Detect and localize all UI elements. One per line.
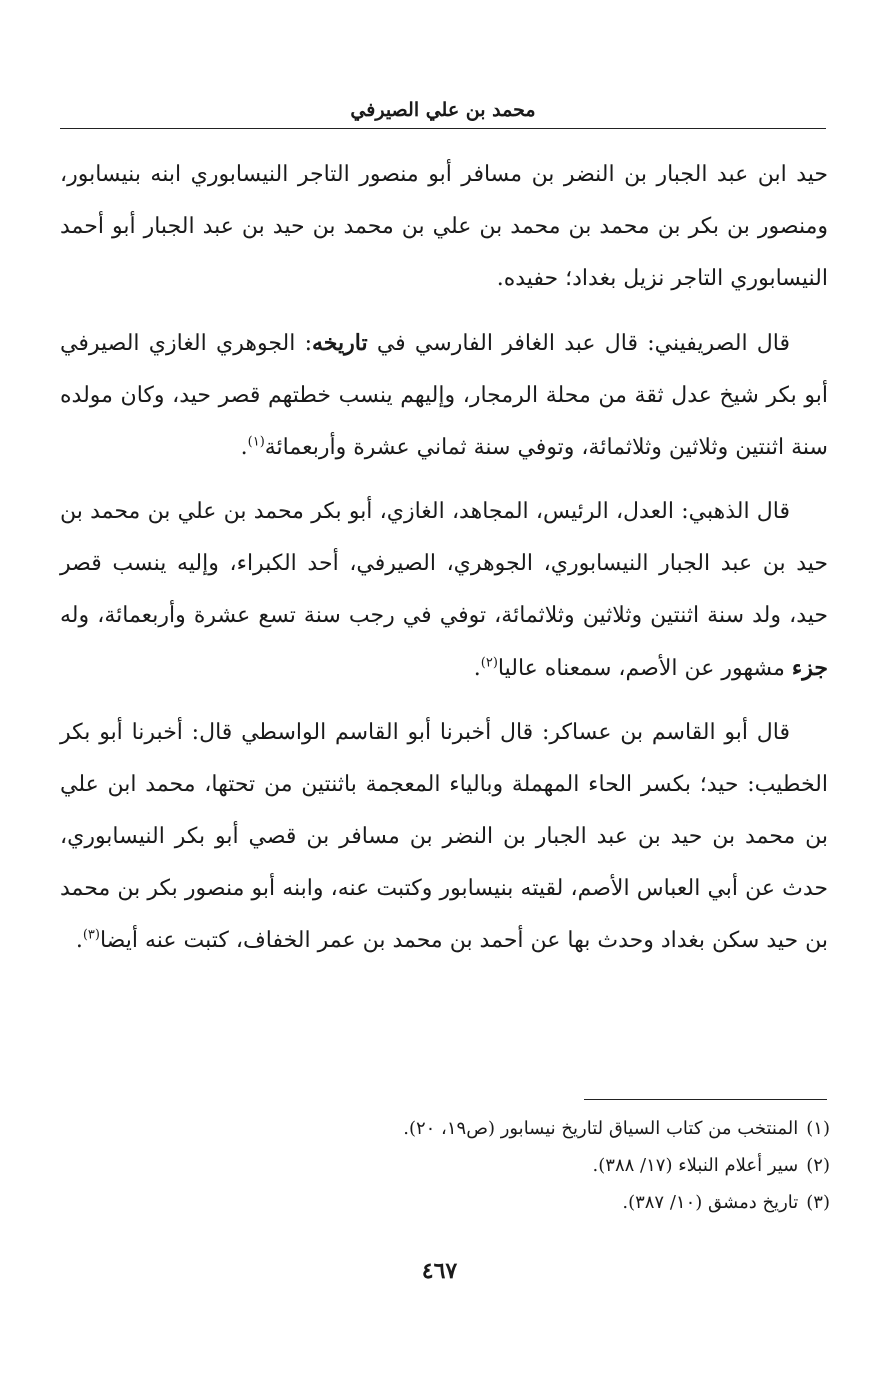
footnote-rule bbox=[584, 1099, 827, 1100]
paragraph-4-text: قال أبو القاسم بن عساكر: قال أخبرنا أبو القاسم الواسطي قال: أخبرنا أبو بكر الخطيب: حيد؛ بكسر الحاء المهملة وبالياء المعجمة باثنتين من تحتها، محمد ابن علي بن محمد بن حيد بن عبد الجبار بن النضر بن مسافر بن قصي أبو بكر النيسابوري، حدث عن أبي العباس الأصم، لقيته بنيسابور وكتبت عنه، وابنه أبو منصور بكر بن محمد بن حيد سكن بغداد وحدث بها عن أحمد بن محمد بن عمر الخفاف، كتبت عنه أيضا bbox=[60, 720, 828, 953]
footnote-3 bbox=[60, 1184, 830, 1221]
paragraph-1 bbox=[60, 149, 828, 305]
footnote-2-number: (٢) bbox=[806, 1155, 830, 1176]
footnotes bbox=[60, 1110, 830, 1221]
paragraph-4-end: . bbox=[75, 928, 83, 953]
page-number: ٤٦٧ bbox=[421, 1258, 458, 1284]
footnote-3-number: (٣) bbox=[806, 1192, 830, 1213]
paragraph-3-end: . bbox=[473, 656, 481, 681]
paragraph-2-text-b: : الجوهري الغازي الصيرفي أبو بكر شيخ عدل ثقة من محلة الرمجار، وإليهم ينسب خطتهم قصر حيد، وكان مولده سنة اثنتين وثلاثين وثلاثمائة، وتوفي سنة ثماني عشرة وأربعمائة bbox=[60, 331, 828, 460]
footnote-ref-1[interactable]: (١) bbox=[247, 434, 265, 450]
paragraph-2-text-a: قال الصريفيني: قال عبد الغافر الفارسي في bbox=[367, 331, 791, 356]
running-head-title: محمد بن علي الصيرفي bbox=[350, 99, 536, 121]
paragraph-3-text-b: مشهور عن الأصم، سمعناه عاليا bbox=[497, 656, 792, 681]
footnote-1-number: (١) bbox=[806, 1118, 830, 1139]
footnote-1 bbox=[60, 1110, 830, 1147]
paragraph-3-text-a: قال الذهبي: العدل، الرئيس، المجاهد، الغازي، أبو بكر محمد بن علي بن محمد بن حيد بن عبد الجبار النيسابوري، الجوهري، الصيرفي، أحد الكبراء، وإليه ينسب قصر حيد، ولد سنة اثنتين وثلاثين وثلاثمائة، توفي في رجب سنة تسع عشرة وأربعمائة، وله bbox=[60, 499, 828, 628]
footnote-ref-2[interactable]: (٢) bbox=[480, 655, 498, 671]
header-rule bbox=[60, 128, 826, 129]
paragraph-2-end: . bbox=[240, 435, 248, 460]
footnote-2 bbox=[60, 1147, 830, 1184]
footnote-3-text: تاريخ دمشق (١٠/ ٣٨٧). bbox=[622, 1192, 799, 1213]
paragraph-3 bbox=[60, 486, 828, 695]
paragraph-2-bold-title: تاريخه bbox=[312, 330, 368, 356]
paragraph-1-text: حيد ابن عبد الجبار بن النضر بن مسافر أبو منصور التاجر النيسابوري ابنه بنيسابور، ومنصور بن بكر بن محمد بن محمد بن علي بن محمد بن حيد بن عبد الجبار أبو أحمد النيسابوري التاجر نزيل بغداد؛ حفيده. bbox=[60, 162, 828, 291]
paragraph-3-bold-word: جزء bbox=[791, 655, 828, 681]
footnote-2-text: سير أعلام النبلاء (١٧/ ٣٨٨). bbox=[592, 1155, 799, 1176]
paragraph-4 bbox=[60, 707, 828, 967]
footnote-ref-3[interactable]: (٣) bbox=[82, 927, 100, 943]
main-text bbox=[60, 149, 828, 979]
paragraph-2 bbox=[60, 317, 828, 474]
footnote-1-text: المنتخب من كتاب السياق لتاريخ نيسابور (ص١٩، ٢٠). bbox=[403, 1118, 799, 1139]
